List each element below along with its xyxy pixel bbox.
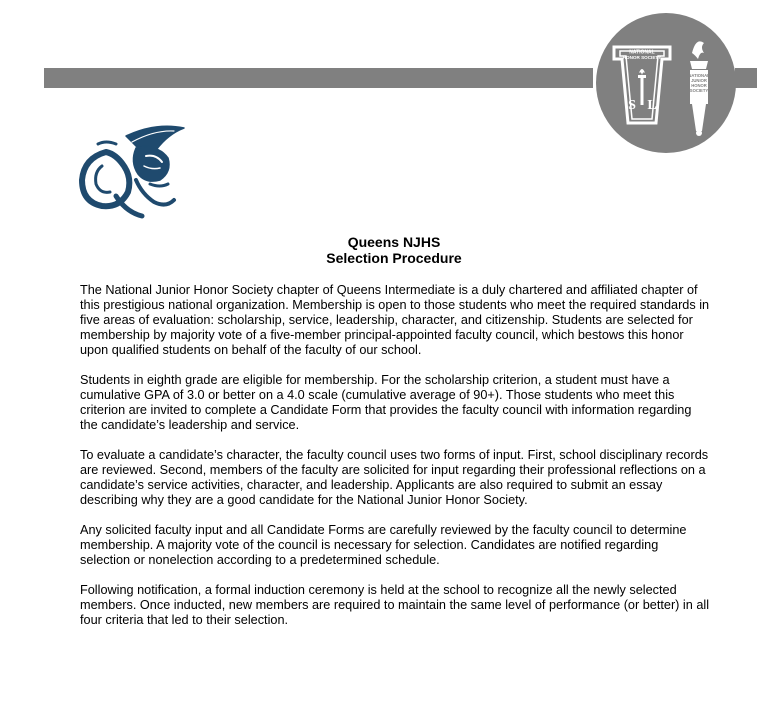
document-title: Queens NJHS [347,234,441,250]
header-bar-right-segment [735,68,757,88]
shield-letter-s: S [628,98,636,113]
hornet-icon [76,122,188,222]
njhs-emblem [596,13,736,153]
hornet-mascot-logo [76,122,188,222]
shield-letter-l: L [647,98,657,113]
torch-line-1: NATIONAL [688,73,710,78]
torch-line-4: SOCIETY [689,88,709,93]
paragraph-review: Any solicited faculty input and all Candidate Forms are carefully reviewed by the faculty council to determine membership. A majority vote of the council is necessary for selection. Candidates are notified regarding selection or nonelection according to a predetermined schedule. [80,523,687,567]
torch-line-3: HONOR [691,83,707,88]
njhs-emblem-graphic [596,13,736,153]
header-bar [44,68,593,88]
shield-line-2: HONOR SOCIETY [622,55,662,60]
paragraph-character: To evaluate a candidate’s character, the faculty council uses two forms of input. First, school disciplinary records are reviewed. Second, members of the faculty are solicited for input regarding their professional reflections on a candidate’s service activities, character, and leadership. Applicants are also required to submit an essay describing why they are a good candidate for the National Junior Honor Society. [80,448,709,507]
document-body [80,283,710,643]
document-subtitle: Selection Procedure [326,250,462,266]
emblem-circle [596,13,736,153]
document-title-block [80,234,708,266]
shield-line-1: NATIONAL [629,49,655,56]
paragraph-overview: The National Junior Honor Society chapter of Queens Intermediate is a duly chartered and affiliated chapter of this prestigious national organization. Membership is open to those students who meet the required standards in five areas of evaluation: scholarship, service, leadership, character, and citizenship. Students are selected for membership by majority vote of a five-member principal-appointed faculty council, which bestows this honor upon qualified students on behalf of the faculty of our school. [80,283,710,357]
paragraph-eligibility: Students in eighth grade are eligible for membership. For the scholarship criterion, a student must have a cumulative GPA of 3.0 or better on a 4.0 scale (cumulative average of 90+). Those students who meet this criterion are invited to complete a Candidate Form that provides the faculty council with information regarding the candidate’s leadership and service. [80,373,692,432]
torch-line-2: JUNIOR [691,78,707,83]
paragraph-induction: Following notification, a formal induction ceremony is held at the school to recognize all the newly selected members. Once inducted, new members are required to maintain the same level of performance (or better) in all four criteria that led to their selection. [80,583,710,627]
